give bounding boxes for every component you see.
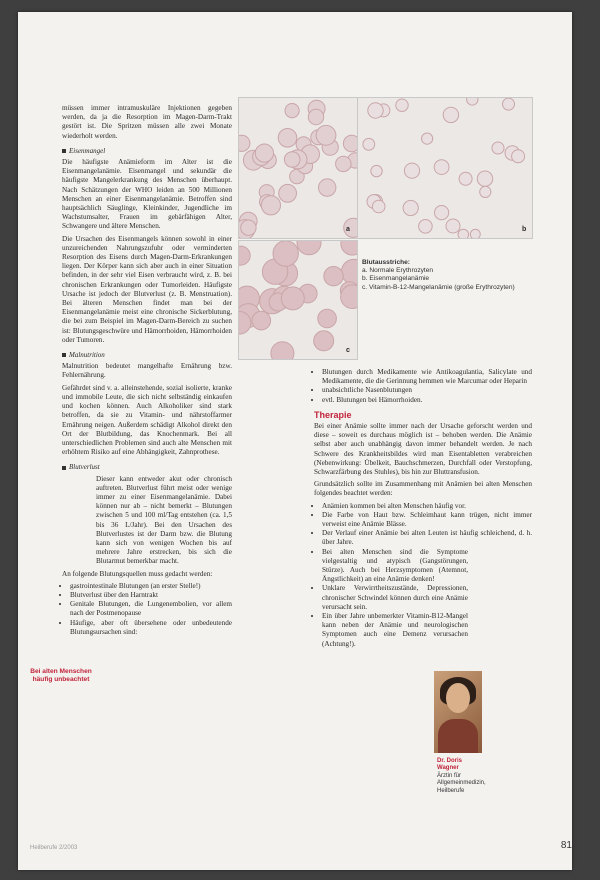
blood-cell [446,219,460,233]
blood-cell [279,184,297,202]
author-caption [437,758,485,795]
list-item: • evtl. Blutungen bei Hämorrhoiden. [322,396,532,405]
right-column [314,368,532,653]
blood-cell [278,129,297,148]
paragraph: Die häufigste Anämieform im Alter ist die Eisenmangelanämie. Eisenmangel und sekundär die häufigste Mangelerkrankung des Menschen überhaupt. Nach Schätzungen der WHO leiden an 500 Millionen Menschen an einer Eisenmangelanämie. Betroffen sind hauptsächlich Säuglinge, Kleinkinder, Jugendliche im Wachstumsalter, Frauen im gebärfähigen Alter, Schwangere und ältere Menschen. [62,158,232,231]
blood-cell [371,165,382,176]
list-item: • Der Verlauf einer Anämie bei alten Leuten ist häufig schleichend, d. h. über Jahre. [322,529,532,547]
blood-cell [419,220,433,234]
blood-smear-image-b [357,97,533,239]
blood-cell [434,160,449,175]
list-item: • Unklare Verwirrtheitszustände, Depressionen, chronischer Schwindel können durch eine Anämie verursacht sein. [322,584,468,612]
list-item: • Genitale Blutungen, die Lungenembolien, vor allem nach der Postmenopause [70,600,232,618]
section-heading-eisenmangel: Eisenmangel [62,147,232,156]
blood-cell [343,135,357,152]
blood-cell [285,104,299,118]
figure-label-b: b [522,226,527,233]
author-name: Dr. Doris Wagner [437,758,463,772]
paragraph: Bei einer Anämie sollte immer nach der Ursache geforscht werden und diese – soweit es durchaus möglich ist – behoben werden. Die Anämie selbst aber auch unabhängig davon immer behandelt werden. Je nach Schwere des Krankheitsbildes wird man Eisentabletten verabreichen (Nebenwirkung: Übelkeit, Bauchschmerzen, Durchfall oder Verstopfung, Schwarzfärbung des Stuhles), bis hin zur Bluttransfusion. [314,422,532,477]
blood-cell [252,311,271,330]
blood-cell [403,200,418,215]
blood-cell [368,103,383,118]
intro-paragraph: müssen immer intramuskuläre Injektionen gegeben werden, da ja die Resorption im Magen-Darm-Trakt gestört ist. Die Spritzen müssen alle zwei Monate wiederholt werden. [62,104,232,140]
section-heading-malnutrition: Malnutrition [62,351,232,360]
blood-cell [318,309,337,328]
blood-cell [241,220,256,235]
blood-cell [281,287,304,310]
blood-cell [284,152,300,168]
blood-cell [459,172,472,185]
paragraph: Grundsätzlich sollte im Zusammenhang mit Anämien bei alten Menschen folgendes beachtet werden: [314,480,532,498]
blood-cell [239,135,250,151]
smear-a-cells [239,98,357,238]
blood-cell [512,150,525,163]
paragraph: An folgende Blutungsquellen muss gedacht werden: [62,569,213,578]
author-photo [434,671,482,753]
section-heading-therapie: Therapie [314,409,352,420]
pull-quote: Bei alten Menschen häufig unbeachtet [30,668,92,683]
list-item: • Blutungen durch Medikamente wie Antikoagulantia, Salicylate und Medikamente, die die Gerinnung hemmen wie Marcumar oder Heparin [322,368,532,386]
blood-cell [404,163,419,178]
bullet-list [314,502,532,649]
smear-c-cells [239,241,357,359]
blood-cell [477,171,492,186]
blood-cell [363,138,375,150]
blood-cell [443,107,458,122]
blood-cell [316,125,336,145]
section-heading-blutverlust: Blutverlust [62,463,232,472]
blood-cell [372,200,385,213]
list-item: • Ein über Jahre unbemerkter Vitamin-B12-Mangel kann neben der Anämie und neurologischen Symptomen auch eine Demenz verursachen (Achtung!). [322,612,468,649]
caption-title: Blutausstriche: [362,259,410,266]
blood-cell [480,186,491,197]
blood-cell [336,156,351,171]
author-role: Ärztin für Allgemeinmedizin, Heilberufe [437,772,486,794]
blood-cell [255,144,273,162]
blood-cell [273,241,298,266]
blood-cell [435,206,449,220]
blood-cell [324,267,343,286]
caption-item-b: b. Eisenmangelanämie [362,275,430,283]
bullet-list [314,368,532,405]
paragraph: Gefährdet sind v. a. alleinstehende, sozial isolierte, kranke und immobile Leute, die sich nicht selbständig einkaufen und kochen können. Auch Alkoholiker sind stark betroffen, da sie zu Vitamin- und nährstoffarmer Ernährung neigen. Außerdem schädigt Alkohol direkt den Ort der Blutbildung, das Knochenmark. Bei all unterschiedlichen Problemen sind auch alte Menschen mit erhöhtem Risiko auf eine Abhängigkeit, Zahnprothese. [62,383,232,457]
figure-label-a: a [346,226,350,233]
blood-smear-image-a [238,97,358,239]
paragraph: Malnutrition bedeutet mangelhafte Ernährung bzw. Fehlernährung. [62,362,232,380]
paragraph: Dieser kann entweder akut oder chronisch auftreten. Blutverlust führt meist oder wenige immer zu einer Eisenmangelanämie. Dabei können nur ab – nicht bemerkt – Blutungen zwischen 5 und 100 ml/Tag entstehen (ca. 1,5 bis 36 L/Jahr). Bei den Ursachen des Blutverlustes ist der Darm bzw. die Blutung kann sich von wenigen Wochen bis auf mehrere Jahre erstrecken, bis sich die Blutarmut bemerkbar macht. [96,474,232,566]
blood-cell [261,196,280,215]
figure-label-c: c [346,347,350,354]
blood-cell [396,99,408,111]
bullet-list [62,582,232,637]
footer-issue: Heilberufe 2/2003 [30,845,78,851]
left-column [62,104,232,641]
blood-cell [503,98,515,110]
blood-cell [314,331,334,351]
caption-item-c: c. Vitamin-B-12-Mangelanämie (große Erythrozyten) [362,283,515,291]
list-item: • Blutverlust über den Harntrakt [70,591,232,600]
page-number: 81 [560,840,572,851]
list-item: • Anämien kommen bei alten Menschen häufig vor. [322,502,532,511]
list-item: • Die Farbe von Haut bzw. Schleimhaut kann trügen, nicht immer verweist eine Anämie Blässe. [322,511,532,529]
smear-b-cells [358,98,532,238]
blood-cell [319,179,336,196]
blood-cell [458,229,469,238]
caption-item-a: a. Normale Erythrozyten [362,267,434,275]
blood-cell [422,133,433,144]
blood-cell [467,98,478,105]
paragraph: Die Ursachen des Eisenmangels können sowohl in einer unzureichenden Nahrungszufuhr oder verminderten Resorption des Eisens durch Magen-Darm-Erkrankungen liegen. Der Körper kann sich aber auch in einer Situation befinden, in der sehr viel Eisen verbraucht wird, z. B. bei chronischen Erkrankungen oder Tumorleiden. Häufigste Ursache ist jedoch der Blutverlust (z. B. Menstruation). Bei älteren Menschen findet man bei der Eisenmangelanämie meist eine chronische Sickerblutung, die bei zum Beispiel im Magen-Darm-Bereich zu suchen ist: Blutungsgeschwüre und Hämorrhoiden, Hämorrhoiden oder Tumoren. [62,234,232,344]
blood-cell [308,109,323,124]
list-item: • Bei alten Menschen sind die Symptome vielgestaltig und atypisch (Gangstörungen, Stürze). Auch bei Herzsymptomen (Atemnot, Ängstlichkeit) an eine Anämie denken! [322,548,468,585]
blood-smear-image-c [238,240,358,360]
list-item: • Häufige, aber oft übersehene oder unbedeutende Blutungsursachen sind: [70,619,232,637]
blood-cell [492,142,504,154]
blood-cell [470,229,480,238]
list-item: • gastrointestinale Blutungen (an erster Stelle!) [70,582,232,591]
figure-caption [362,259,532,292]
list-item: • unabsichtliche Nasenblutungen [322,386,532,395]
